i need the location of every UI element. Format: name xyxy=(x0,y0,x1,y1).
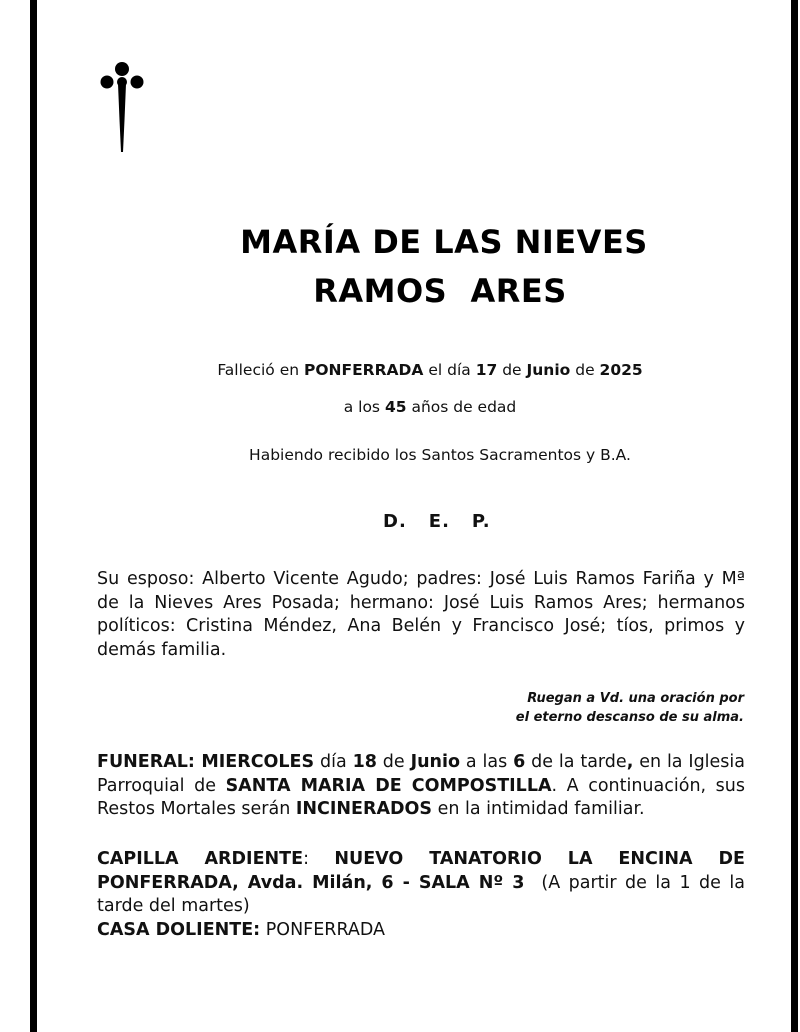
chapel-paragraph: CAPILLA ARDIENTE: NUEVO TANATORIO LA ENCINA DE PONFERRADA, Avda. Milán, 6 - SALA Nº 3 (A partir de la 1 de la tarde del martes) xyxy=(97,849,751,916)
family-paragraph: Su esposo: Alberto Vicente Agudo; padres: José Luis Ramos Fariña y Mª de la Nieves Ares Posada; hermano: José Luis Ramos Ares; hermanos políticos: Cristina Méndez, Ana Belén y Francisco José; tíos, primos y demás familia. xyxy=(97,569,745,660)
prayer-request: Ruegan a Vd. una oración por el eterno descanso de su alma. xyxy=(515,691,744,725)
left-border xyxy=(30,0,37,1032)
cross-icon xyxy=(100,60,144,154)
dep-abbreviation: D. E. P. xyxy=(383,511,491,532)
death-info: Falleció en PONFERRADA el día 17 de Junio de 2025 xyxy=(217,361,643,379)
deceased-name-line2: RAMOS ARES xyxy=(313,272,567,310)
funeral-paragraph: FUNERAL: MIERCOLES día 18 de Junio a las 6 de la tarde, en la Iglesia Parroquial de SANTA MARIA DE COMPOSTILLA. A continuación, sus Restos Mortales serán INCINERADOS en la intimidad familiar. xyxy=(97,752,746,819)
sacraments-text: Habiendo recibido los Santos Sacramentos y B.A. xyxy=(249,446,631,464)
deceased-name-line1: MARÍA DE LAS NIEVES xyxy=(240,223,648,261)
age-info: a los 45 años de edad xyxy=(343,398,517,416)
house-of-mourning: CASA DOLIENTE: PONFERRADA xyxy=(97,920,386,940)
right-border xyxy=(791,0,798,1032)
